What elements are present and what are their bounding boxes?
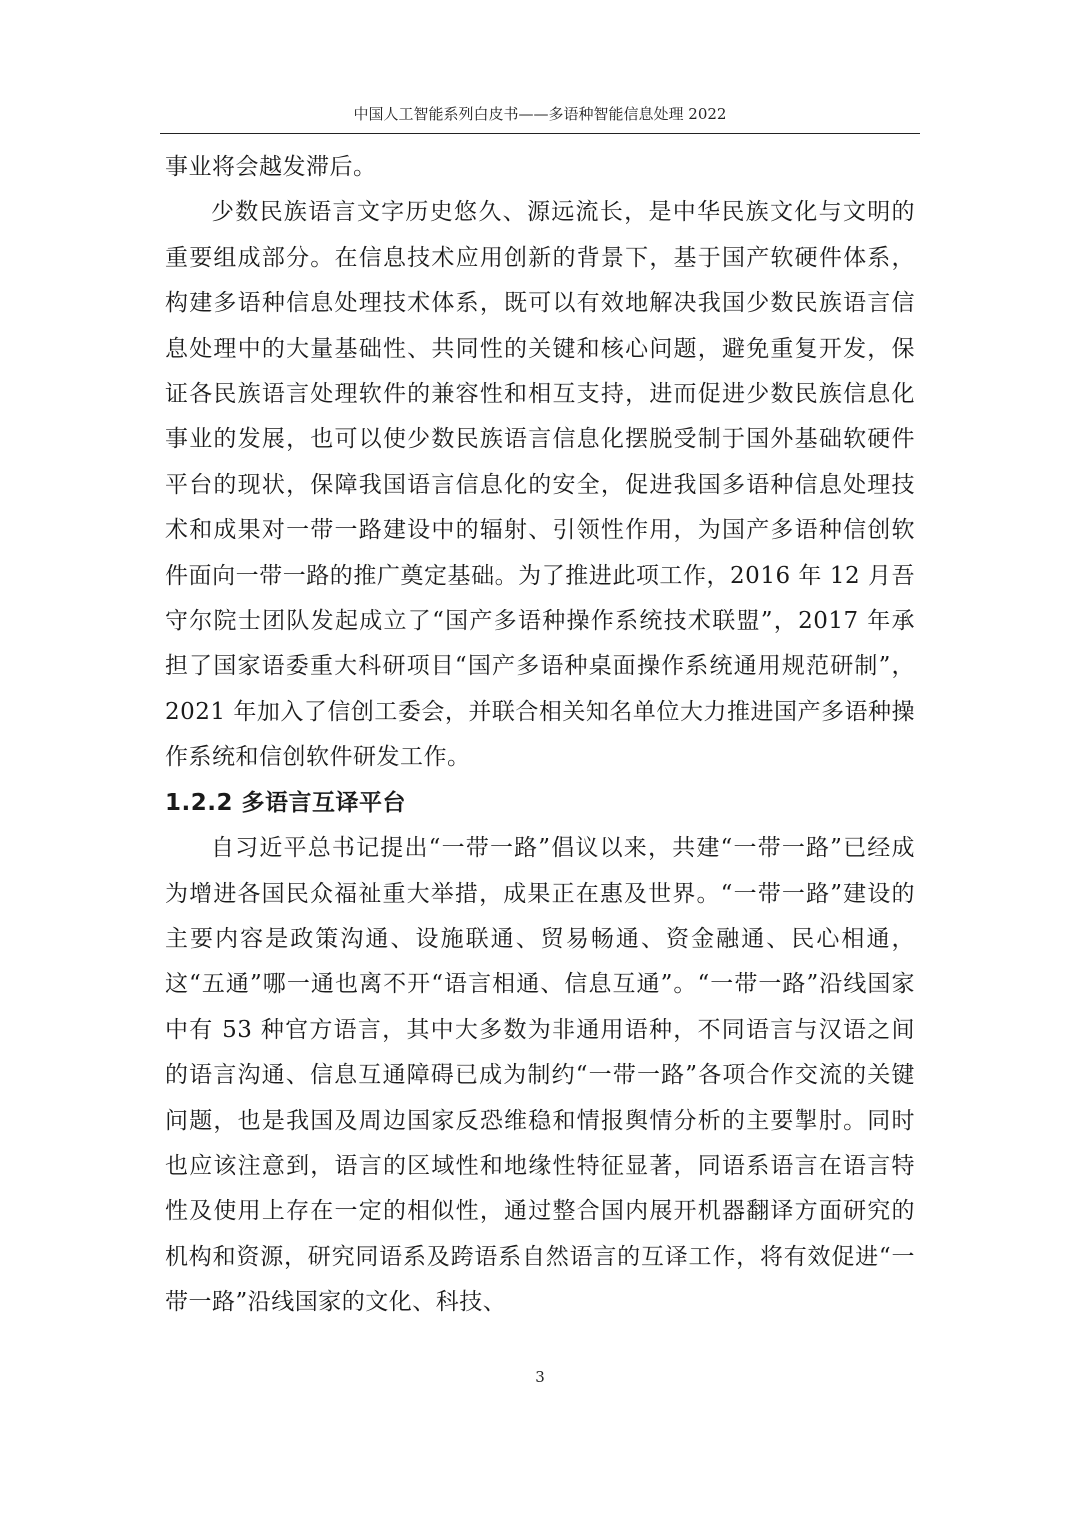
paragraph-continuation: 事业将会越发滞后。 [165, 154, 377, 180]
paragraph-belt-and-road: 自习近平总书记提出“一带一路”倡议以来，共建“一带一路”已经成为增进各国民众福祉重大举措，成果正在惠及世界。“一带一路”建设的主要内容是政策沟通、设施联通、贸易畅通、资金融通、民心相通，这“五通”哪一通也离不开“语言相通、信息互通”。“一带一路”沿线国家中有 53 种官方语言，其中大多数为非通用语种，不同语言与汉语之间的语言沟通、信息互通障碍已成为制约“一带一路”各项合作交流的关键问题，也是我国及周边国家反恐维稳和情报舆情分析的主要掣肘。同时也应该注意到，语言的区域性和地缘性特征显著，同语系语言在语言特性及使用上存在一定的相似性，通过整合国内展开机器翻译方面研究的机构和资源，研究同语系及跨语系自然语言的互译工作，将有效促进“一带一路”沿线国家的文化、科技、 [165, 835, 915, 1316]
header-divider [160, 133, 920, 134]
page-header: 中国人工智能系列白皮书——多语种智能信息处理 2022 [353, 105, 727, 123]
section-heading: 1.2.2 多语言互译平台 [165, 789, 406, 816]
page-body [165, 145, 915, 1326]
page-number: 3 [535, 1368, 545, 1386]
paragraph-minority-languages: 少数民族语言文字历史悠久、源远流长，是中华民族文化与文明的重要组成部分。在信息技术应用创新的背景下，基于国产软硬件体系，构建多语种信息处理技术体系，既可以有效地解决我国少数民族语言信息处理中的大量基础性、共同性的关键和核心问题，避免重复开发，保证各民族语言处理软件的兼容性和相互支持，进而促进少数民族信息化事业的发展，也可以使少数民族语言信息化摆脱受制于国外基础软硬件平台的现状，保障我国语言信息化的安全，促进我国多语种信息处理技术和成果对一带一路建设中的辐射、引领性作用，为国产多语种信创软件面向一带一路的推广奠定基础。为了推进此项工作，2016 年 12 月吾守尔院士团队发起成立了“国产多语种操作系统技术联盟”，2017 年承担了国家语委重大科研项目“国产多语种桌面操作系统通用规范研制”，2021 年加入了信创工委会，并联合相关知名单位大力推进国产多语种操作系统和信创软件研发工作。 [165, 199, 915, 771]
